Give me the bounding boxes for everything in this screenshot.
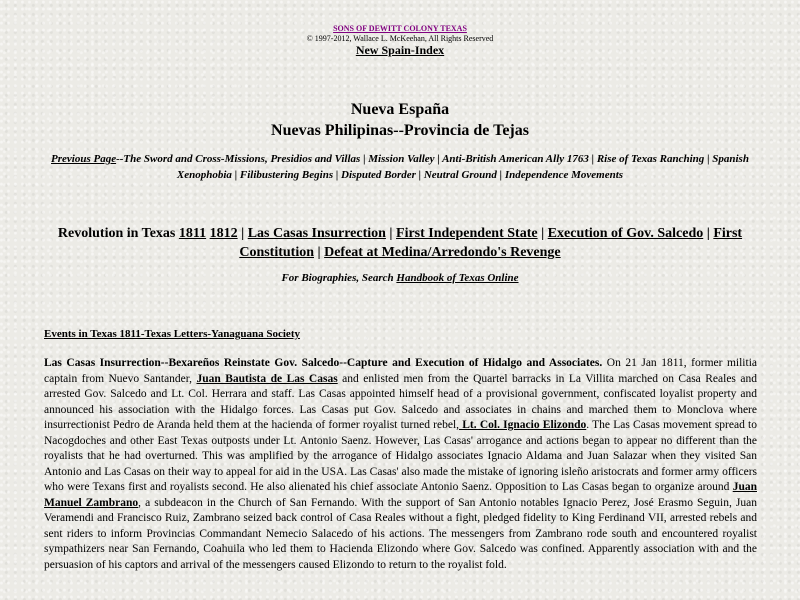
copyright-notice: © 1997-2012, Wallace L. McKeehan, All Rights Reserved	[306, 34, 494, 43]
title-line-1: Nueva España	[350, 101, 450, 118]
link-las-casas-insurrection[interactable]: Las Casas Insurrection	[247, 226, 386, 241]
nav-item-spanish-xenophobia[interactable]: Spanish Xenophobia	[176, 153, 749, 181]
link-execution-salcedo[interactable]: Execution of Gov. Salcedo	[547, 226, 704, 241]
link-first-independent-state[interactable]: First Independent State	[396, 226, 538, 241]
link-defeat-medina[interactable]: Defeat at Medina/Arredondo's Revenge	[324, 245, 561, 260]
link-first-constitution[interactable]: First Constitution	[239, 226, 743, 260]
events-in-texas-link[interactable]: Events in Texas 1811-Texas Letters-Yanaguana Society	[44, 328, 300, 340]
las-casas-paragraph	[44, 356, 757, 573]
nav-item-sword-cross[interactable]: --The Sword and Cross-Missions, Presidios and Villas	[116, 153, 361, 165]
index-link-wrap	[0, 43, 800, 58]
link-1812[interactable]: 1812	[209, 226, 238, 241]
nav-item-neutral-ground[interactable]: Neutral Ground	[423, 169, 497, 181]
biographies-line	[0, 272, 800, 284]
paragraph-heading: Las Casas Insurrection--Bexareños Reinstate Gov. Salcedo--Capture and Execution of Hidalgo and Associates.	[44, 357, 603, 369]
previous-page-link[interactable]: Previous Page	[51, 153, 117, 165]
nav-item-filibustering[interactable]: Filibustering Begins	[239, 169, 334, 181]
paragraph-text-1: On 21 Jan 1811, former militia captain from Nuevo Santander,	[44, 357, 757, 385]
paragraph-text-4: , a subdeacon in the Church of San Fernando. With the support of San Antonio notables Ignacio Perez, José Erasmo Seguin, Juan Veramendi and Francisco Ruiz, Zambrano seized back control of Casa Reales without a fight, pledged fidelity to King Ferdinand VII, arrested rebels and sent riders to inform Provincias Commandant Nemecio Salacedo of his actions. The messengers from Zambrano rode south and encountered royalist sympathizers near San Fernando, Coahuila who led them to Hacienda Elizondo where Gov. Salcedo was confined. Apparently association with and the persuasion of his captors and arrival of the messengers caused Elizondo to return to the royalist fold.	[44, 496, 758, 571]
nav-item-rise-ranching[interactable]: Rise of Texas Ranching	[596, 153, 705, 165]
nav-links: Previous Page--The Sword and Cross-Missions, Presidios and Villas | Mission Valley | Anti-British American Ally 1763 | Rise of Texas Ranching | Spanish Xenophobia | Filibustering Begins | Disputed Border | Neutral Ground | Independence Movements	[51, 153, 749, 181]
link-ignacio-elizondo[interactable]: Lt. Col. Ignacio Elizondo	[459, 419, 587, 431]
site-name-link-wrap	[0, 24, 800, 33]
events-link-wrap	[44, 328, 300, 340]
nav-item-independence[interactable]: Independence Movements	[504, 169, 624, 181]
bio-prefix: For Biographies, Search	[281, 272, 394, 284]
site-name-link[interactable]: SONS OF DEWITT COLONY TEXAS	[333, 24, 467, 33]
handbook-of-texas-link[interactable]: Handbook of Texas Online	[396, 272, 519, 284]
link-juan-manuel-zambrano[interactable]: Juan Manuel Zambrano	[44, 481, 757, 509]
revolution-links: Revolution in Texas 1811 1812 | Las Casas Insurrection | First Independent State | Execution of Gov. Salcedo | First Constitution | Defeat at Medina/Arredondo's Revenge	[57, 226, 743, 260]
title-line-2: Nuevas Philipinas--Provincia de Tejas	[271, 122, 529, 139]
link-1811[interactable]: 1811	[178, 226, 207, 241]
nav-item-disputed-border[interactable]: Disputed Border	[341, 169, 416, 181]
new-spain-index-link[interactable]: New Spain-Index	[355, 43, 445, 57]
link-juan-bautista-de-las-casas[interactable]: Juan Bautista de Las Casas	[196, 372, 338, 385]
revolution-prefix: Revolution in Texas	[57, 226, 176, 241]
page-title	[0, 99, 800, 141]
paragraph-text-2: and enlisted men from the Quartel barracks in La Villita marched on Casa Reales and arrested Gov. Salcedo and Lt. Col. Herrara and staff. Las Casas appointed himself head of a provisional government, confiscated loyalist property and announced his association with the Hidalgo forces. Las Casas put Gov. Salcedo and associates in chains and marched them to Monclova where insurrectionist Pedro de Aranda held them at the hacienda of former royalist turned rebel,	[44, 372, 757, 431]
paragraph-text-3: . The Las Casas movement spread to Nacogdoches and other East Texas outposts under Lt. Antonio Saenz. However, Las Casas' arrogance and actions began to appear no different than the royalists that he had overturned. This was amplified by the arrogance of Hidalgo associates Ignacio Aldama and Juan Salazar when they visited San Antonio and Las Casas on their way to appeal for aid in the USA. Las Casas' also made the mistake of ignoring isleño aristocrats and former army officers who were Texans first and royalists second. He also alienated his chief associate Antonio Saenz. Opposition to Las Casas began to organize around	[44, 419, 757, 493]
nav-item-mission-valley[interactable]: Mission Valley	[368, 153, 435, 165]
nav-item-anti-british[interactable]: Anti-British American Ally 1763	[442, 153, 589, 165]
